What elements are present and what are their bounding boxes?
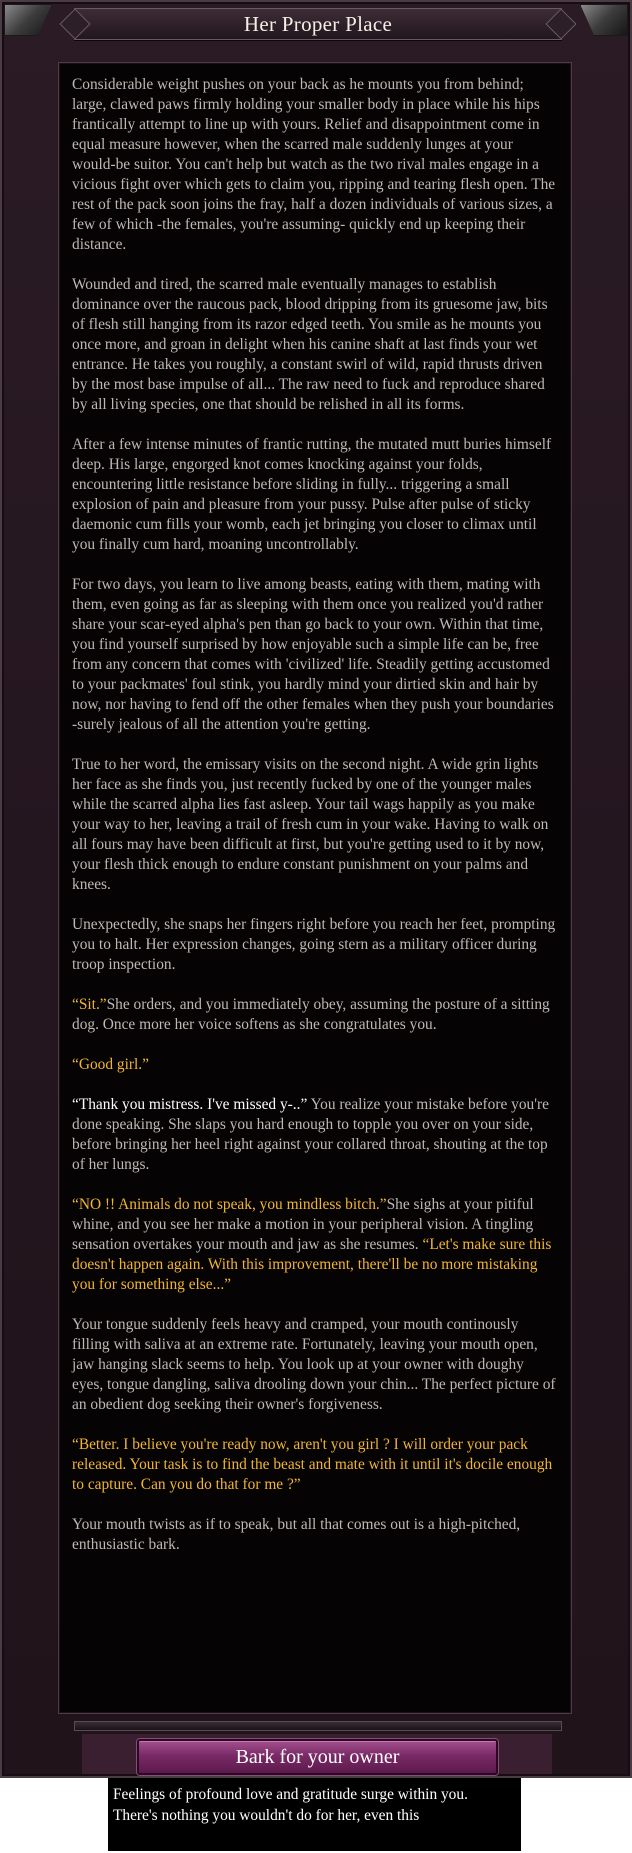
title-bar — [74, 8, 562, 40]
story-text — [59, 63, 571, 1555]
narration-text: She sighs at your pitiful whine, and you see her make a motion in your peripheral vision. A tingling sensation overtakes your mouth and jaw as she resumes. — [72, 1196, 534, 1253]
choice-tooltip — [108, 1778, 521, 1851]
story-paragraph: Considerable weight pushes on your back as he mounts you from behind; large, clawed paws firmly holding your smaller body in place while his hips frantically attempt to line up with yours. Relief and disappointment come in equal measure however, when the scarred male suddenly lunges at your would-be suitor. You can't help but watch as the two rival males engage in a vicious fight over which gets to claim you, ripping and tearing flesh open. The rest of the pack soon joins the fray, half a dozen individuals of various sizes, a few of which -the females, you're assuming- quickly end up keeping their distance. — [72, 76, 556, 253]
dialogue-quote: “NO !! Animals do not speak, you mindless bitch.” — [72, 1196, 387, 1213]
tooltip-line: Feelings of profound love and gratitude surge within you. — [113, 1786, 468, 1803]
dialogue-quote: “Sit.” — [72, 996, 107, 1013]
frame-corner-ornament — [4, 4, 52, 36]
frame-divider — [74, 1721, 562, 1731]
narration-text: She orders, and you immediately obey, assuming the posture of a sitting dog. Once more her voice softens as she congratulates you. — [72, 996, 550, 1033]
story-paragraph — [72, 1435, 557, 1495]
dialogue-quote: “Good girl.” — [72, 1056, 149, 1073]
story-paragraph: True to her word, the emissary visits on the second night. A wide grin lights her face as she finds you, just recently fucked by one of the younger males while the scarred alpha lies fast asleep. Your tail wags happily as you make your way to her, leaving a trail of fresh cum in your wake. Having to walk on all fours may have been difficult at first, but you're getting used to it by now, your flesh thick enough to endure constant punishment on your palms and knees. — [72, 756, 549, 893]
frame-corner-ornament — [580, 4, 628, 36]
story-paragraph — [72, 995, 557, 1035]
dialogue-quote: “Let's make sure this doesn't happen again. With this improvement, there'll be no more mistaking you for something else...” — [72, 1236, 552, 1293]
choice-button-bark[interactable] — [137, 1739, 498, 1775]
window-title: Her Proper Place — [243, 11, 393, 36]
story-text-box[interactable] — [58, 62, 572, 1714]
narration-text: You realize your mistake before you're done speaking. She slaps you hard enough to topple you over on your side, before bringing her heel right against your collared throat, shouting at the top of her lungs. — [72, 1096, 549, 1173]
story-paragraph: Your mouth twists as if to speak, but all that comes out is a high-pitched, enthusiastic bark. — [72, 1516, 521, 1553]
dialogue-quote: “Better. I believe you're ready now, aren't you girl ? I will order your pack released. Your task is to find the beast and mate with it until it's docile enough to capture. Can you do that for me ?” — [72, 1436, 553, 1493]
tooltip-line: There's nothing you wouldn't do for her, even this — [113, 1807, 420, 1824]
story-paragraph — [72, 1095, 557, 1175]
choice-label: Bark for your owner — [235, 1745, 400, 1768]
story-paragraph: After a few intense minutes of frantic rutting, the mutated mutt buries himself deep. His large, engorged knot comes knocking against your folds, encountering little resistance before sliding in fully... triggering a small explosion of pain and pleasure from your pussy. Pulse after pulse of sticky daemonic cum fills your womb, each jet bringing you closer to climax until you finally cum hard, moaning uncontrollably. — [72, 436, 552, 553]
player-dialogue-quote: “Thank you mistress. I've missed y-..” — [72, 1096, 308, 1113]
story-paragraph: Unexpectedly, she snaps her fingers right before you reach her feet, prompting you to halt. Her expression changes, going stern as a military officer during troop inspection. — [72, 916, 556, 973]
story-paragraph — [72, 1055, 557, 1075]
story-paragraph — [72, 1195, 557, 1295]
story-paragraph: Your tongue suddenly feels heavy and cramped, your mouth continously filling with saliva at an extreme rate. Fortunately, leaving your mouth open, jaw hanging slack seems to help. You look up at your owner with doughy eyes, tongue dangling, saliva drooling down your chin... The perfect picture of an obedient dog seeking their owner's forgiveness. — [72, 1316, 556, 1413]
story-paragraph: For two days, you learn to live among beasts, eating with them, mating with them, even going as far as sleeping with them once you realized you'd rather share your scar-eyed alpha's pen than go back to your own. Within that time, you find yourself surprised by how enjoyable such a simple life can be, free from any concern that comes with 'civilized' life. Steadily getting accustomed to your packmates' foul stink, you hardly mind your dirtied skin and hair by now, nor having to fend off the other females when they push your boundaries -surely jealous of all the attention you're getting. — [72, 576, 554, 733]
story-paragraph: Wounded and tired, the scarred male eventually manages to establish dominance over the raucous pack, blood dripping from its gruesome jaw, bits of flesh still hanging from its razor edged teeth. You smile as he mounts you once more, and groan in delight when his canine shaft at last finds your wet entrance. He takes you roughly, a constant swirl of wild, rapid thrusts driven by the most base impulse of all... The raw need to fuck and reproduce shared by all living species, one that should be relished in all its forms. — [72, 276, 548, 413]
